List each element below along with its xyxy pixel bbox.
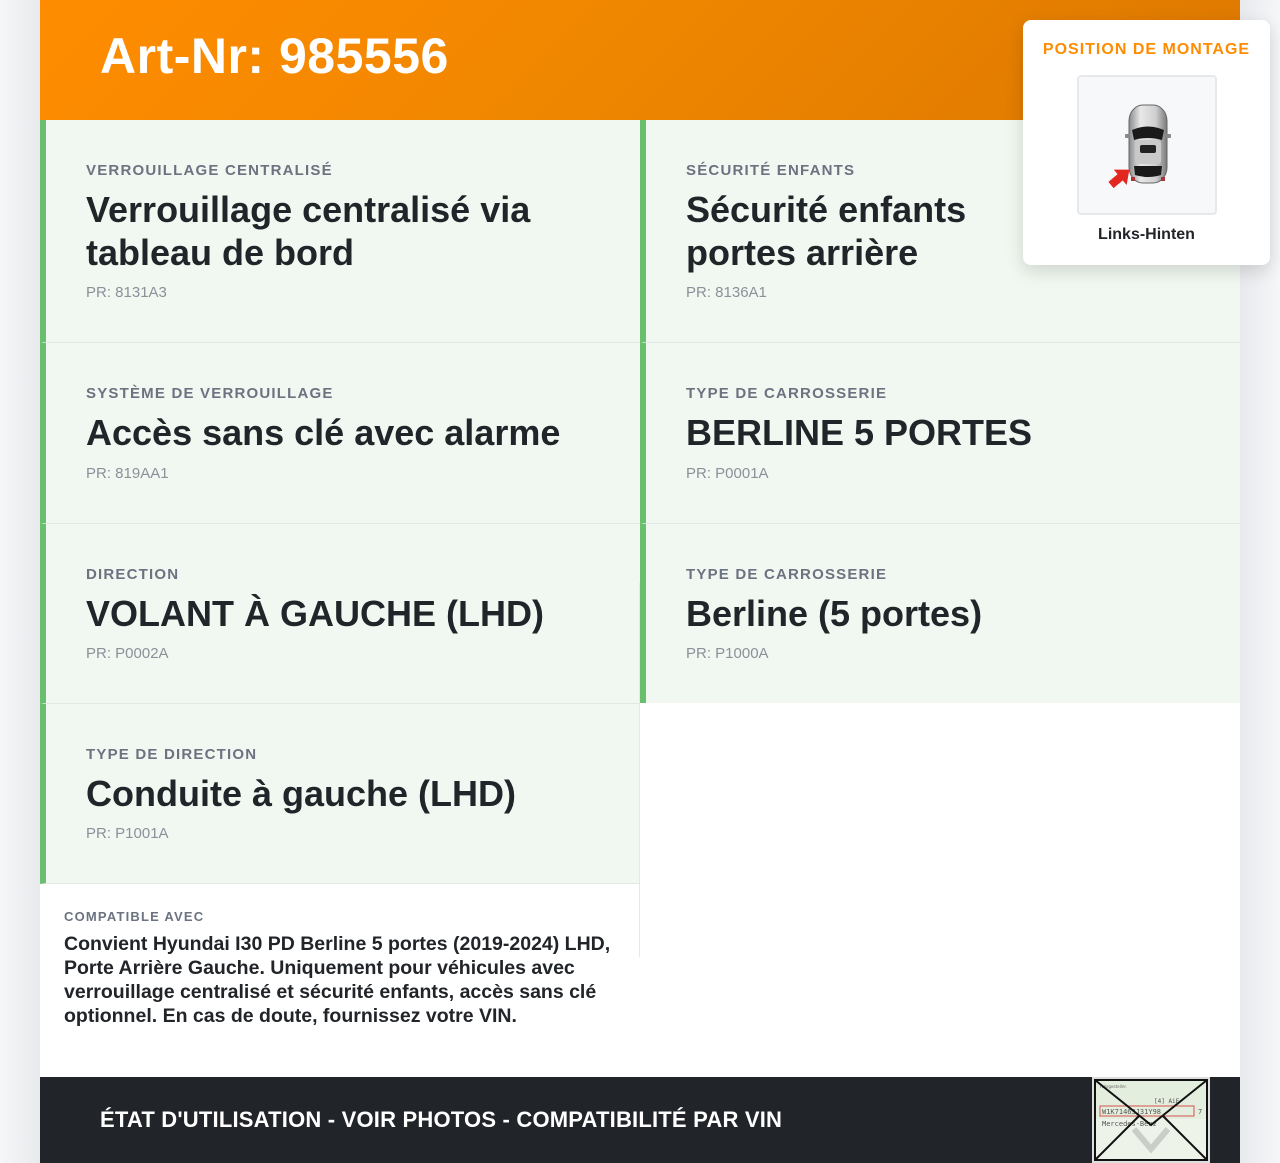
footer-text: ÉTAT D'UTILISATION - VOIR PHOTOS - COMPATIBILITÉ PAR VIN — [100, 1107, 783, 1132]
spec-cell-body-type-2 — [640, 524, 1240, 703]
svg-text:Fahrgestellnr.: Fahrgestellnr. — [1100, 1084, 1127, 1089]
spec-label: TYPE DE CARROSSERIE — [686, 385, 888, 402]
spec-label: VERROUILLAGE CENTRALISÉ — [86, 162, 333, 179]
spec-pr-code: PR: P1000A — [686, 645, 769, 662]
spec-cell-body-type — [640, 343, 1240, 524]
spec-label: SÉCURITÉ ENFANTS — [686, 162, 856, 179]
mounting-position-label: Links-Hinten — [1098, 226, 1195, 243]
vin-envelope-thumbnail[interactable] — [1092, 1077, 1210, 1163]
spec-value: Accès sans clé avec alarme — [86, 412, 561, 453]
spec-pr-code: PR: P0002A — [86, 645, 169, 662]
spec-label: DIRECTION — [86, 566, 180, 583]
mounting-position-title: POSITION DE MONTAGE — [1042, 41, 1251, 58]
spec-cell-locking-system — [40, 343, 640, 524]
product-page — [40, 0, 1251, 1163]
compatibility-text: Convient Hyundai I30 PD Berline 5 portes (2019-2024) LHD, Porte Arrière Gauche. Uniquement pour véhicules avec verrouillage centralisé et sécurité enfants, accès sans clé optionnel. En cas de doute, fournissez votre VIN. — [64, 933, 611, 1027]
spec-pr-code: PR: P0001A — [686, 465, 769, 482]
svg-text:7: 7 — [1198, 1108, 1203, 1116]
spec-value: VOLANT À GAUCHE (LHD) — [86, 593, 544, 634]
mounting-position-card — [1023, 20, 1270, 265]
compatibility-label: COMPATIBLE AVEC — [64, 909, 205, 924]
spec-value: Verrouillage centralisé via tableau de bord — [86, 189, 531, 273]
spec-pr-code: PR: 819AA1 — [86, 465, 169, 482]
spec-value: Conduite à gauche (LHD) — [86, 773, 516, 814]
spec-label: SYSTÈME DE VERROUILLAGE — [86, 385, 334, 402]
car-top-view-with-arrow-icon — [1079, 77, 1215, 213]
spec-pr-code: PR: P1001A — [86, 825, 169, 842]
envelope-icon — [1094, 1079, 1208, 1161]
spec-pr-code: PR: 8131A3 — [86, 284, 167, 301]
spec-value: Sécurité enfants portes arrière — [686, 189, 967, 273]
spec-label: TYPE DE DIRECTION — [86, 746, 258, 763]
article-number: Art-Nr: 985556 — [100, 28, 449, 84]
spec-label: TYPE DE CARROSSERIE — [686, 566, 888, 583]
footer-bar — [40, 1077, 1240, 1163]
spec-value: BERLINE 5 PORTES — [686, 412, 1033, 453]
spec-cell-steering-type — [40, 704, 640, 884]
svg-text:Mercedes-Benz: Mercedes-Benz — [1102, 1120, 1157, 1128]
svg-text:[4] AiE: [4] AiE — [1154, 1098, 1180, 1105]
spec-cell-central-locking — [40, 120, 640, 343]
svg-text:W1K71463J31Y98: W1K71463J31Y98 — [1102, 1108, 1162, 1116]
spec-value: Berline (5 portes) — [686, 593, 983, 634]
spec-pr-code: PR: 8136A1 — [686, 284, 767, 301]
spec-cell-steering — [40, 524, 640, 704]
compatibility-section — [40, 884, 639, 1077]
column-divider — [639, 583, 640, 957]
mounting-position-image — [1077, 75, 1217, 215]
